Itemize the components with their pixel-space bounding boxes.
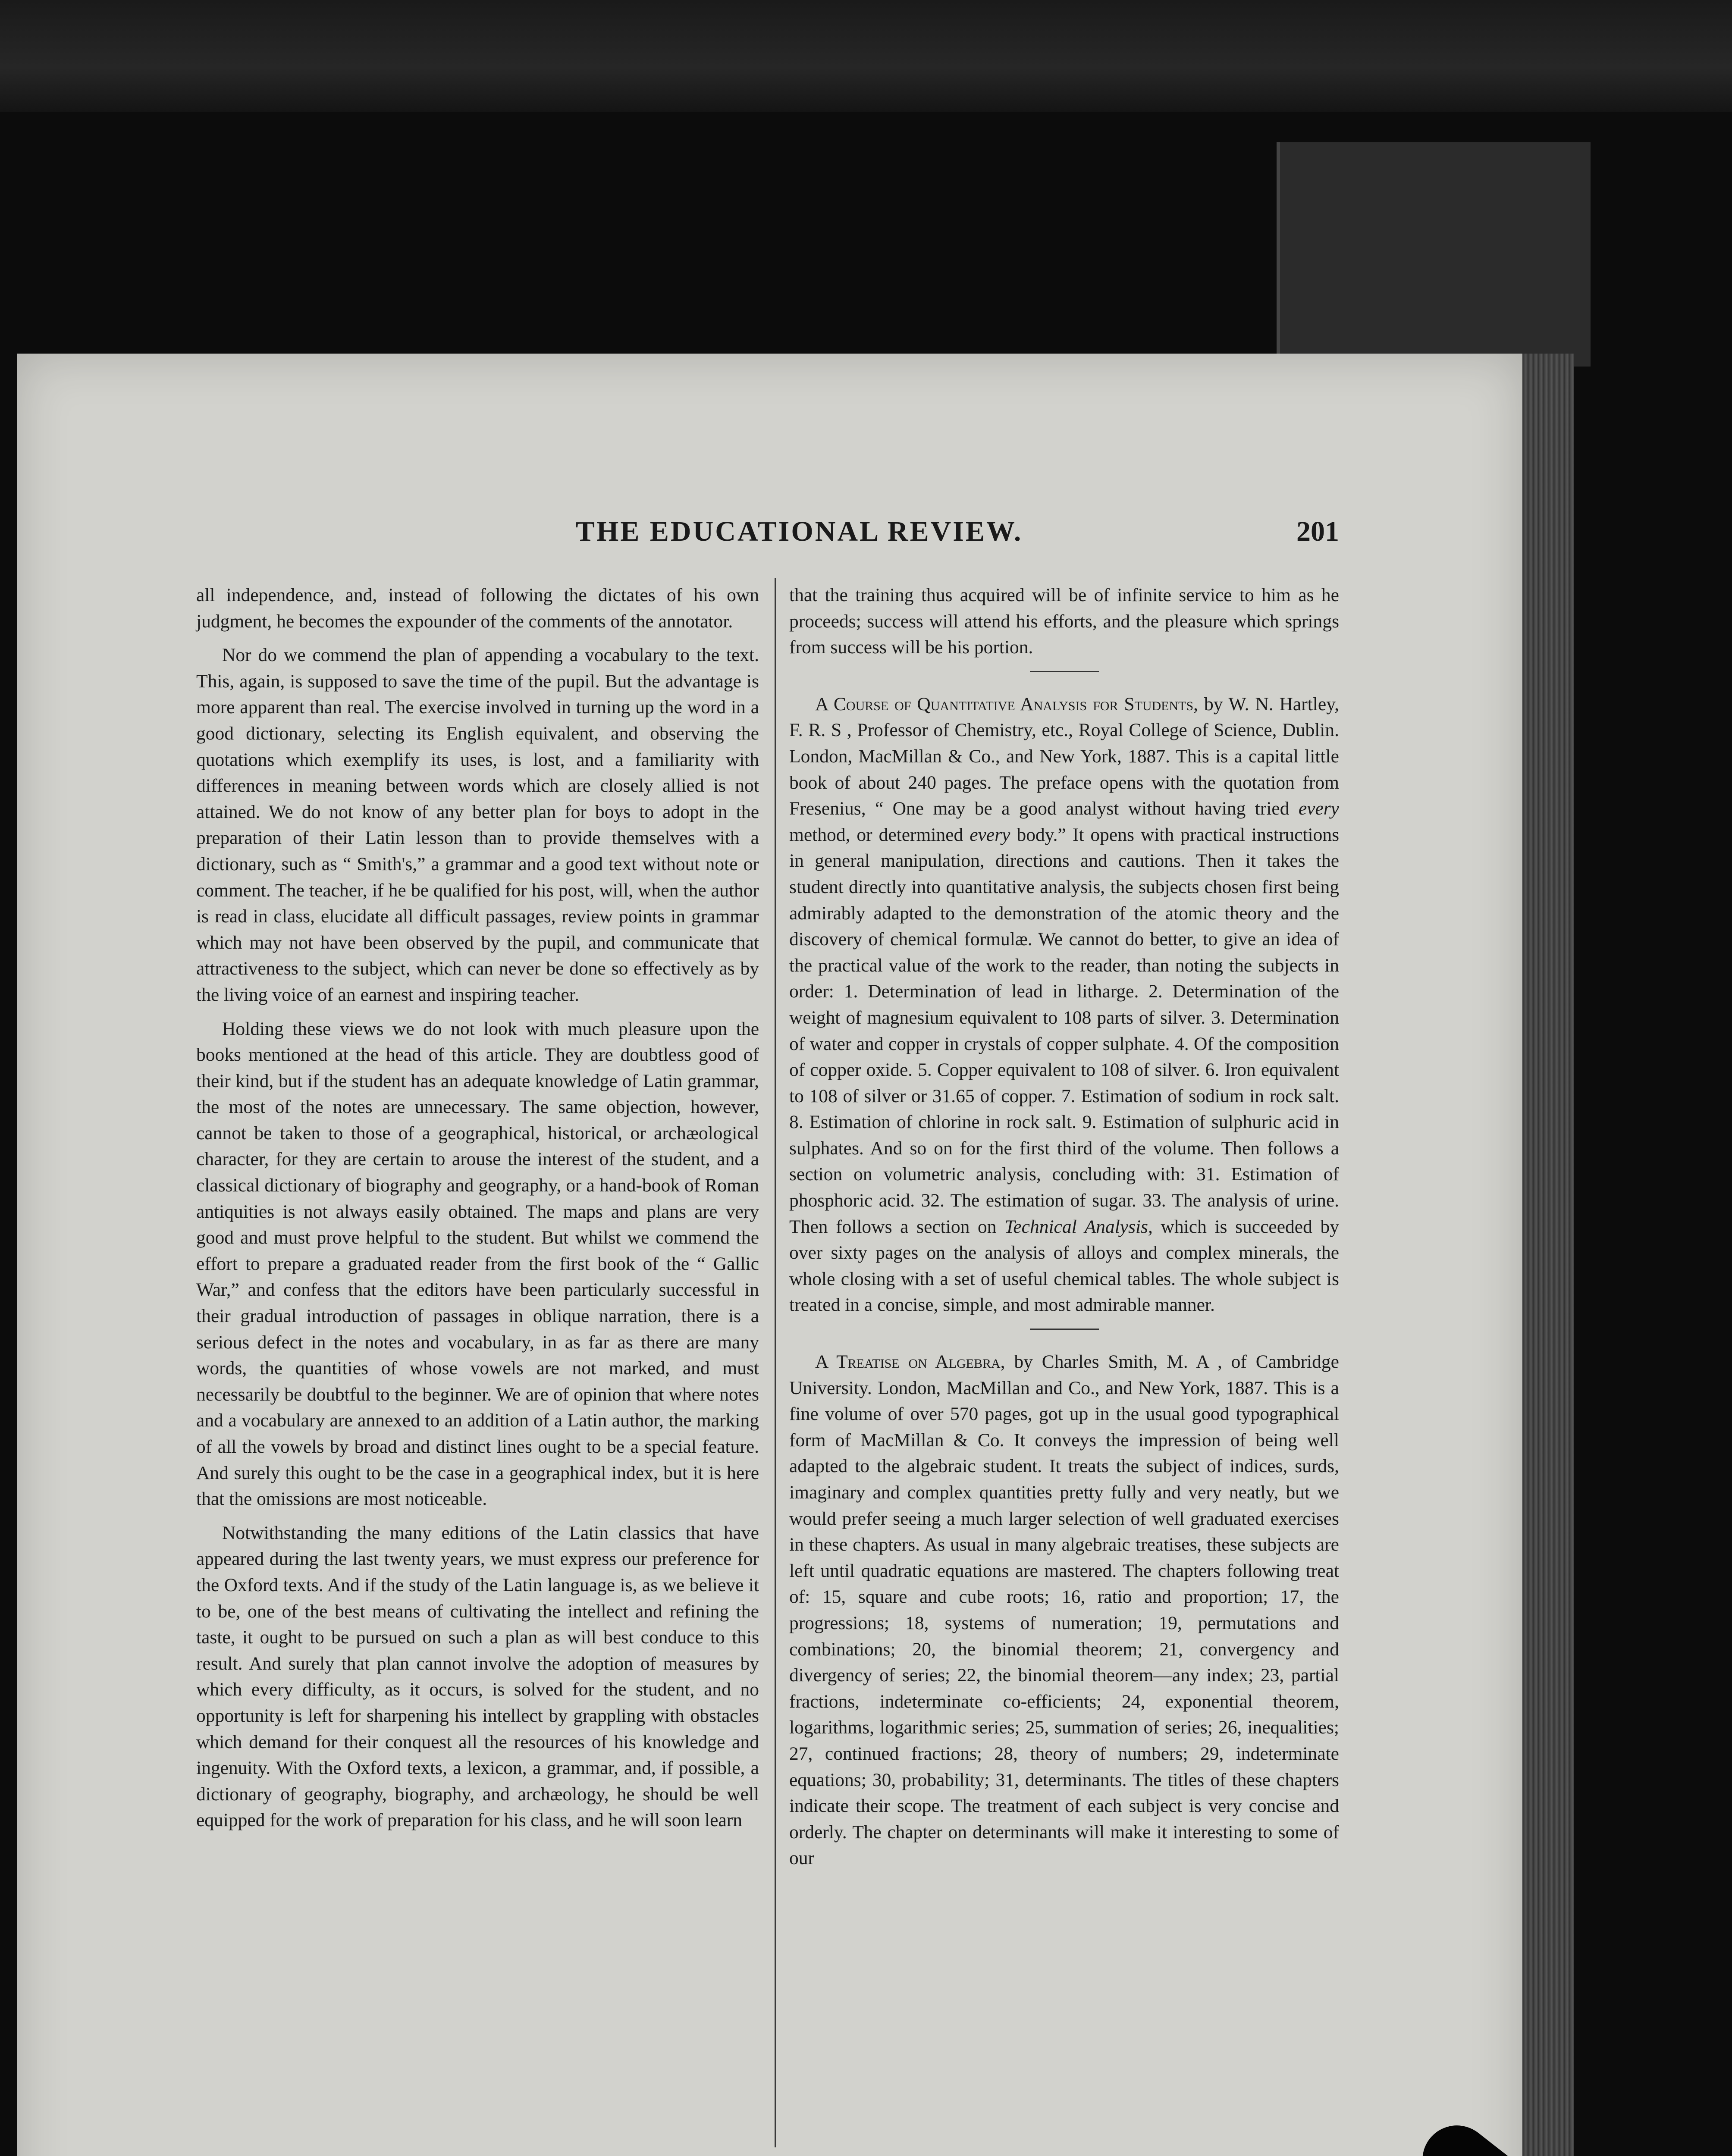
review-text: body.” It opens with practical instructions in general manipulation, directions and cautions. Then it takes the student directly into quantitative analysis, the subjects chosen first being admirably adapted to the demonstration of the atomic theory and the discovery of chemical formulæ. We cannot do better, to give an idea of the practical value of the work to the reader, than noting the subjects in order: 1. Determination of lead in litharge. 2. Determination of the weight of magnesium equivalent to 108 parts of silver. 3. Determination of water and copper in crystals of copper sulphate. 4. Of the composition of copper oxide. 5. Copper equivalent to 108 of silver. 6. Iron equivalent to 108 of silver or 31.65 of copper. 7. Estimation of sodium in rock salt. 8. Estimation of chlorine in rock salt. 9. Estimation of sulphuric acid in sulphates. And so on for the first third of the volume. Then follows a section on volumetric analysis, concluding with: 31. Estimation of phosphoric acid. 32. The estimation of sugar. 33. The analysis of urine. Then follows a section on (789, 824, 1339, 1237)
review-text: which is succeeded by over sixty pages on the analysis of alloys and complex minerals, the whole closing with a set of useful chemical tables. The whole subject is treated in a concise, simple, and most admirable manner. (789, 1216, 1339, 1316)
review-title: A Course of Quantitative Analysis for Students, (815, 693, 1199, 714)
review-text: by W. N. Hartley, F. R. S , Professor of Chemistry, etc., Royal College of Science, Dublin. London, MacMillan & Co., and New York, 1887. This is a capital little book of about 240 pages. The preface opens with the quotation from Fresenius, “ One may be a good analyst without having tried (789, 693, 1339, 819)
paragraph: Nor do we commend the plan of appending a vocabulary to the text. This, again, is supposed to save the time of the pupil. But the advantage is more apparent than real. The exercise involved in turning up the word in a good dictionary, selecting its English equivalent, and observing the quotations which exemplify its uses, is lost, and a familiarity with differences in meaning between words which are closely allied is not attained. We do not know of any better plan for boys to adopt in the preparation of their Latin lesson than to provide themselves with a dictionary, such as “ Smith's,” a grammar and a good text without note or comment. The teacher, if he be qualified for his post, will, when the author is read in class, elucidate all difficult passages, review points in grammar which may not have been observed by the pupil, and communicate that attractiveness to the subject, which can never be done so effectively as by the living voice of an earnest and inspiring teacher. (196, 645, 759, 1005)
review-chemistry (789, 691, 1339, 1318)
paragraph: all independence, and, instead of following the dictates of his own judgment, he becomes the expounder of the comments of the annotator. (196, 585, 759, 632)
paragraph: Holding these views we do not look with much pleasure upon the books mentioned at the head of this article. They are doubtless good of their kind, but if the student has an adequate knowledge of Latin grammar, the most of the notes are unnecessary. The same objection, however, cannot be taken to those of a geographical, historical, or archæological character, for they are certain to arouse the interest of the student, and a classical dictionary of biography and geography, or a hand-book of Roman antiquities is not always easily obtained. The maps and plans are very good and must prove helpful to the student. But whilst we commend the effort to prepare a graduated reader from the first book of the “ Gallic War,” and confess that the editors have been particularly successful in their gradual introduction of passages in oblique narration, there is a serious defect in the notes and vocabulary, in as far as there are many words, the quantities of whose vowels are not marked, and must necessarily be doubtful to the beginner. We are of opinion that where notes and a vocabulary are annexed to an addition of a Latin author, the marking of all the vowels by broad and distinct lines ought to be a special feature. And surely this ought to be the case in a geographical index, but it is here that the omissions are most noticeable. (196, 1018, 759, 1510)
left-column (196, 582, 759, 1833)
page-edges (1518, 354, 1574, 2156)
background-top (0, 0, 1732, 112)
review-algebra (789, 1349, 1339, 1871)
review-text: method, or determined (789, 824, 970, 845)
review-text: by Charles Smith, M. A , of Cambridge University. London, MacMillan and Co., and New York, 1887. This is a fine volume of over 570 pages, got up in the usual good typographical form of MacMillan & Co. It conveys the impression of being well adapted to the algebraic student. It treats the subject of indices, surds, imaginary and complex quantities pretty fully and very neatly, but we would prefer seeing a much larger selection of well graduated exercises in these chapters. As usual in many algebraic treatises, these subjects are left until quadratic equations are mastered. The chapters following treat of: 15, square and cube roots; 16, ratio and proportion; 17, the progressions; 18, systems of numeration; 19, permutations and combinations; 20, the binomial theorem; 21, convergency and divergency of series; 22, the binomial theorem—any index; 23, partial fractions, indeterminate co-efficients; 24, exponential theorem, logarithms, logarithmic series; 25, summation of series; 26, inequalities; 27, continued fractions; 28, theory of numbers; 29, indeterminate equations; 30, probability; 31, determinants. The titles of these chapters indicate their scope. The treatment of each subject is very concise and orderly. The chapter on determinants will make it interesting to some of our (789, 1351, 1339, 1869)
review-title: A Treatise on Algebra, (815, 1351, 1005, 1373)
running-header (196, 515, 1339, 554)
emphasis: every (970, 824, 1010, 845)
journal-title: THE EDUCATIONAL REVIEW. (576, 516, 1023, 547)
paragraph: Notwithstanding the many editions of the Latin classics that have appeared during the last twenty years, we must express our preference for the Oxford texts. And if the study of the Latin language is, as we believe it to be, one of the best means of cultivating the intellect and refining the taste, it ought to be pursued on such a plan as will best conduce to this result. And surely that plan cannot involve the adoption of measures by which every difficulty, as it occurs, is solved for the student, and no opportunity is left for sharpening his intellect by grappling with obstacles which demand for their conquest all the resources of his knowledge and ingenuity. With the Oxford texts, a lexicon, a grammar, and, if possible, a dictionary of geography, biography, and archæology, he should be well equipped for the work of preparation for his class, and he will soon learn (196, 1522, 759, 1831)
section-rule (1030, 1329, 1099, 1330)
background-page-corner (1277, 142, 1591, 367)
emphasis: Technical Analysis, (1004, 1216, 1153, 1237)
right-column (789, 582, 1339, 1871)
paragraph: that the training thus acquired will be of infinite service to him as he proceeds; success will attend his efforts, and the pleasure which springs from success will be his portion. (789, 585, 1339, 658)
emphasis: every (1298, 798, 1339, 819)
section-rule (1030, 671, 1099, 672)
column-divider (775, 578, 776, 2147)
page-number: 201 (1296, 516, 1339, 547)
